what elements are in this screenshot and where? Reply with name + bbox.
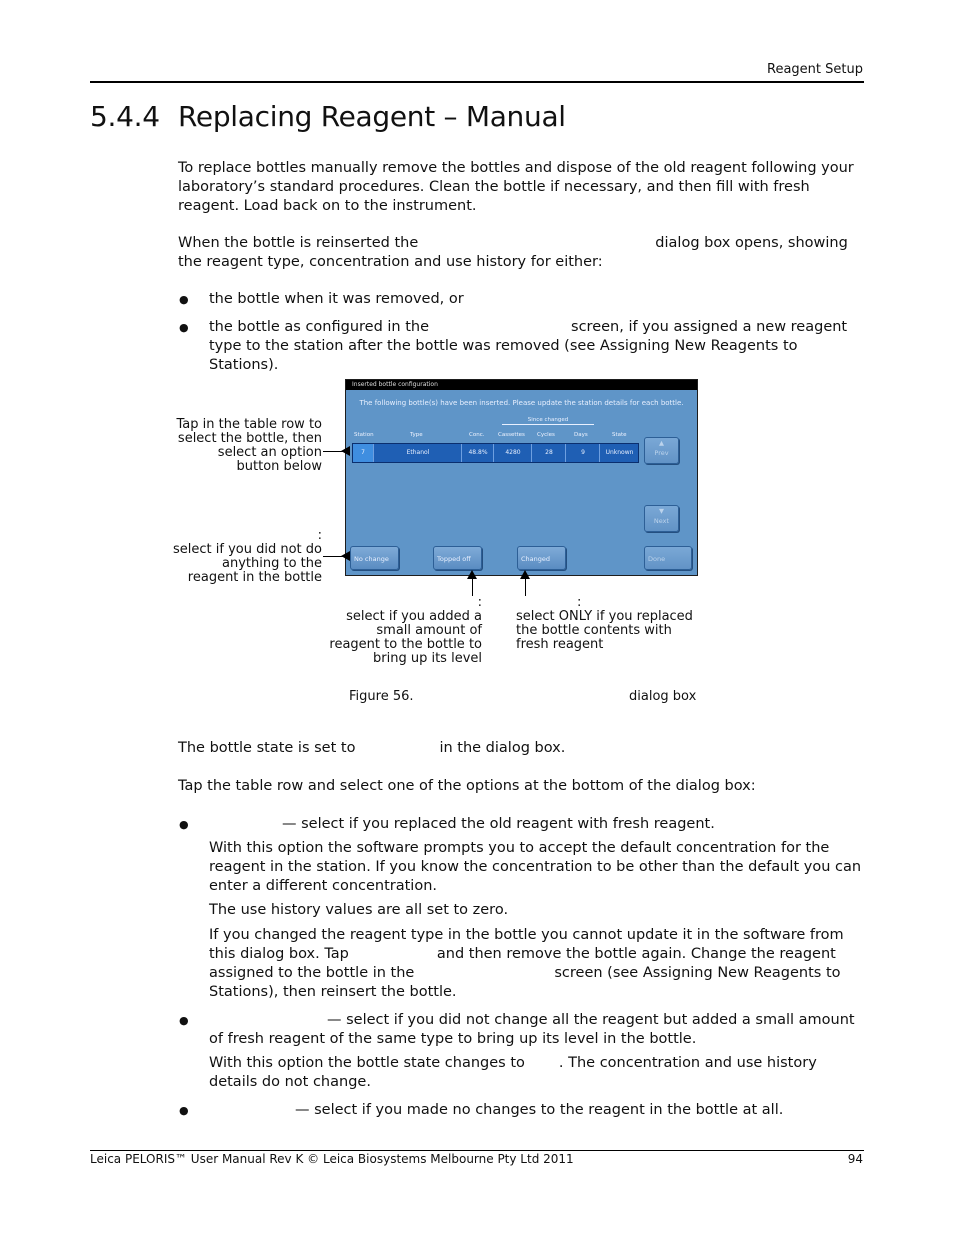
cell-cycles: 28: [531, 444, 566, 462]
figure-label: Figure 56.: [349, 689, 414, 704]
changed-button[interactable]: Changed: [517, 546, 566, 570]
callout-no-change-colon: :: [317, 528, 322, 543]
since-changed-label: Since changed: [502, 417, 594, 425]
topped-off-button[interactable]: Topped off: [433, 546, 482, 570]
dialog-message: The following bottle(s) have been inserted. Please update the station details for each bottle.: [359, 399, 684, 407]
option-changed-detail-3a: If you changed the reagent type in the bottle you cannot update it in the software from this dialog box. Tap: [209, 927, 844, 962]
callout-no-change: select if you did not do anything to the reagent in the bottle: [173, 542, 322, 585]
running-header: Reagent Setup: [767, 62, 863, 77]
reinsert-text-2: dialog box opens, showing the reagent type, concentration and use history for either:: [178, 235, 848, 270]
intro-paragraph: To replace bottles manually remove the bottles and dispose of the old reagent following your laboratory’s standard procedures. Clean the bottle if necessary, and then fill with fresh reagent. Load back on to the instrument.: [178, 160, 854, 214]
option-changed-detail-1: With this option the software prompts you to accept the default concentration for the reagent in the station. If you know the concentration to be other than the default you can enter a different concentration.: [209, 840, 862, 894]
footer-rule: [90, 1150, 864, 1151]
dialog-title-bar: Inserted bottle configuration: [346, 380, 697, 390]
table-row[interactable]: [352, 443, 639, 463]
bullet-icon: ●: [179, 1104, 189, 1117]
section-heading: [90, 100, 566, 133]
option-topped-detail-b: . The concentration and use history details do not change.: [209, 1055, 817, 1090]
inserted-bottle-dialog: [345, 379, 698, 576]
bullet-icon: ●: [179, 1014, 189, 1027]
state-text-2: in the dialog box.: [439, 740, 566, 756]
option-changed: [209, 815, 864, 834]
option-changed-text: — select if you replaced the old reagent with fresh reagent.: [282, 816, 715, 832]
bullet-removed: the bottle when it was removed, or: [209, 291, 464, 307]
column-header-cycles: Cycles: [537, 432, 555, 438]
cell-days: 9: [565, 444, 600, 462]
column-header-state: State: [612, 432, 627, 438]
prev-button[interactable]: [644, 437, 679, 464]
callout-tap-row: Tap in the table row to select the bottle, then select an option button below: [176, 417, 322, 474]
bullet-configured: [209, 318, 864, 375]
option-topped-detail: [209, 1054, 864, 1092]
state-text-1: The bottle state is set to: [178, 740, 356, 756]
chevron-down-icon: ▼: [659, 507, 664, 515]
state-paragraph: [178, 739, 868, 758]
cell-type: Ethanol: [373, 444, 462, 462]
option-nochange-text: — select if you made no changes to the reagent in the bottle at all.: [295, 1102, 784, 1118]
arrow-up-icon: [520, 570, 530, 579]
arrow-left-icon: [341, 551, 350, 561]
chevron-up-icon: ▲: [659, 439, 664, 447]
column-header-type: Type: [410, 432, 423, 438]
option-changed-detail-3b: and then remove the bottle again. Change the reagent assigned to the bottle in the: [209, 946, 836, 981]
section-number: 5.4.4: [90, 100, 160, 133]
bullet-icon: ●: [179, 293, 189, 306]
column-header-station: Station: [354, 432, 374, 438]
next-button-label: Next: [653, 517, 670, 525]
reinsert-text-1: When the bottle is reinserted the: [178, 235, 419, 251]
option-topped-detail-a: With this option the bottle state changes to: [209, 1055, 525, 1071]
column-header-conc: Conc.: [469, 432, 485, 438]
callout-topped: select if you added a small amount of reagent to the bottle to bring up its level: [329, 609, 482, 666]
column-header-cassettes: Cassettes: [498, 432, 525, 438]
cell-conc: 48.8%: [461, 444, 494, 462]
cell-cassettes: 4280: [493, 444, 532, 462]
option-changed-detail-3c: screen (see Assigning New Reagents to Stations), then reinsert the bottle.: [209, 965, 841, 1000]
callout-topped-colon: :: [477, 595, 482, 610]
reinsert-paragraph: [178, 234, 868, 272]
arrow-left-icon: [341, 446, 350, 456]
next-button[interactable]: [644, 505, 679, 532]
option-nochange: [209, 1101, 864, 1120]
column-header-days: Days: [574, 432, 588, 438]
section-title: Replacing Reagent – Manual: [178, 100, 566, 133]
bullet-configured-text-1: the bottle as configured in the: [209, 319, 430, 335]
bullet-configured-text-2: screen, if you assigned a new reagent type to the station after the bottle was removed (see Assigning New Reagents to Stations).: [209, 319, 848, 373]
figure-caption-suffix: dialog box: [629, 689, 697, 704]
option-changed-detail-2: The use history values are all set to zero.: [209, 902, 509, 918]
bullet-icon: ●: [179, 818, 189, 831]
cell-station: 7: [353, 444, 373, 462]
done-button[interactable]: Done: [644, 546, 692, 570]
page-number: 94: [847, 1152, 863, 1166]
footer-text: Leica PELORIS™ User Manual Rev K © Leica Biosystems Melbourne Pty Ltd 2011: [90, 1152, 574, 1166]
callout-changed: select ONLY if you replaced the bottle contents with fresh reagent: [516, 609, 693, 652]
option-topped: [209, 1011, 864, 1049]
cell-state: Unknown: [599, 444, 639, 462]
tap-paragraph: Tap the table row and select one of the options at the bottom of the dialog box:: [178, 778, 756, 794]
header-rule: [90, 81, 864, 83]
callout-changed-colon: :: [577, 595, 582, 610]
option-topped-text: — select if you did not change all the reagent but added a small amount of fresh reagent of the same type to bring up its level in the bottle.: [209, 1012, 855, 1047]
no-change-button[interactable]: No change: [350, 546, 399, 570]
bullet-icon: ●: [179, 321, 189, 334]
option-changed-detail-3: [209, 926, 864, 1002]
arrow-up-icon: [467, 570, 477, 579]
prev-button-label: Prev: [654, 449, 669, 457]
